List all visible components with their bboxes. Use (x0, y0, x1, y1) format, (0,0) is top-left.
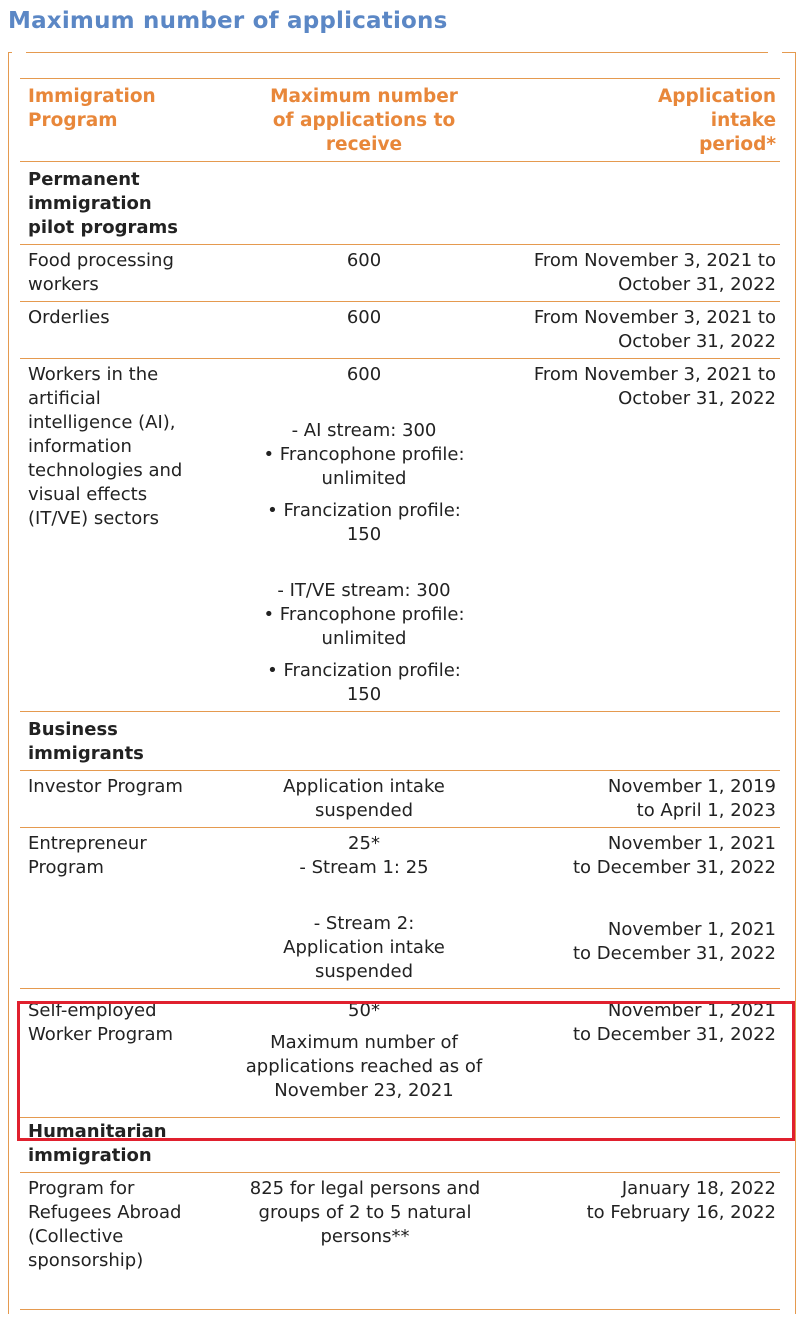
period-investor-a: November 1, 2019 (607, 776, 776, 797)
ai-francophone: • Francophone profile: unlimited (263, 444, 465, 489)
period-selfemployed-a: November 1, 2021 (607, 1000, 776, 1021)
program-entrepreneur: Entrepreneur Program (28, 833, 147, 878)
max-ai: 600 (346, 364, 382, 385)
section-row-humanitarian (20, 1118, 780, 1173)
period-orderlies-b: October 31, 2022 (618, 331, 776, 352)
max-selfemployed: 50* (348, 1000, 380, 1021)
period-food-a: From November 3, 2021 to (533, 250, 776, 271)
entrepreneur-stream1: - Stream 1: 25 (299, 857, 429, 878)
entrepreneur-stream2: - Stream 2: Application intake suspended (283, 913, 445, 982)
table-row-food (20, 245, 780, 302)
period-ai-b: October 31, 2022 (618, 388, 776, 409)
applications-table (20, 78, 780, 1277)
header-row (20, 79, 780, 162)
it-francization: • Francization profile: 150 (267, 660, 461, 705)
table-row-selfemployed (20, 989, 780, 1118)
max-food: 600 (226, 245, 498, 302)
table-row-ai (20, 359, 780, 712)
max-entrepreneur: 25* (348, 833, 380, 854)
header-program: Immigration Program (28, 86, 156, 131)
period-entrepreneur1-b: to December 31, 2022 (572, 857, 776, 878)
section-humanitarian: Humanitarian immigration (28, 1121, 167, 1166)
section-row-business (20, 712, 780, 771)
section-row-pilot (20, 162, 780, 245)
program-food: Food processing workers (28, 250, 174, 295)
table-row-investor (20, 771, 780, 828)
period-ai-a: From November 3, 2021 to (533, 364, 776, 385)
ai-francization: • Francization profile: 150 (267, 500, 461, 545)
program-orderlies: Orderlies (20, 302, 226, 359)
table-row-refugees (20, 1173, 780, 1278)
max-refugees: 825 for legal persons and groups of 2 to 5 natural persons** (249, 1178, 481, 1247)
it-stream: - IT/VE stream: 300 (277, 580, 451, 601)
ai-stream: - AI stream: 300 (291, 420, 437, 441)
period-entrepreneur1-a: November 1, 2021 (607, 833, 776, 854)
period-entrepreneur2-a: November 1, 2021 (607, 919, 776, 940)
program-investor: Investor Program (20, 771, 226, 828)
it-francophone: • Francophone profile: unlimited (263, 604, 465, 649)
table-row-entrepreneur (20, 828, 780, 989)
max-investor: Application intake suspended (283, 776, 445, 821)
program-ai: Workers in the artificial intelligence (AI), information technologies and visual effects (IT/VE) sectors (28, 364, 183, 529)
table-row-orderlies (20, 302, 780, 359)
section-business: Business immigrants (28, 719, 144, 764)
period-selfemployed-b: to December 31, 2022 (572, 1024, 776, 1045)
period-refugees-a: January 18, 2022 (621, 1178, 776, 1199)
period-food-b: October 31, 2022 (618, 274, 776, 295)
max-orderlies: 600 (226, 302, 498, 359)
section-pilot: Permanent immigration pilot programs (28, 169, 178, 238)
program-selfemployed: Self-employed Worker Program (28, 1000, 174, 1045)
period-entrepreneur2-b: to December 31, 2022 (572, 943, 776, 964)
page-title: Maximum number of applications (8, 8, 448, 34)
period-investor-b: to April 1, 2023 (636, 800, 776, 821)
header-period: Application intake period* (657, 86, 776, 155)
table-bottom-border (20, 1309, 780, 1310)
header-max: Maximum number of applications to receive (270, 86, 458, 155)
selfemployed-note: Maximum number of applications reached as of November 23, 2021 (245, 1032, 483, 1101)
period-orderlies-a: From November 3, 2021 to (533, 307, 776, 328)
program-refugees: Program for Refugees Abroad (Collective sponsorship) (28, 1178, 182, 1271)
period-refugees-b: to February 16, 2022 (586, 1202, 776, 1223)
